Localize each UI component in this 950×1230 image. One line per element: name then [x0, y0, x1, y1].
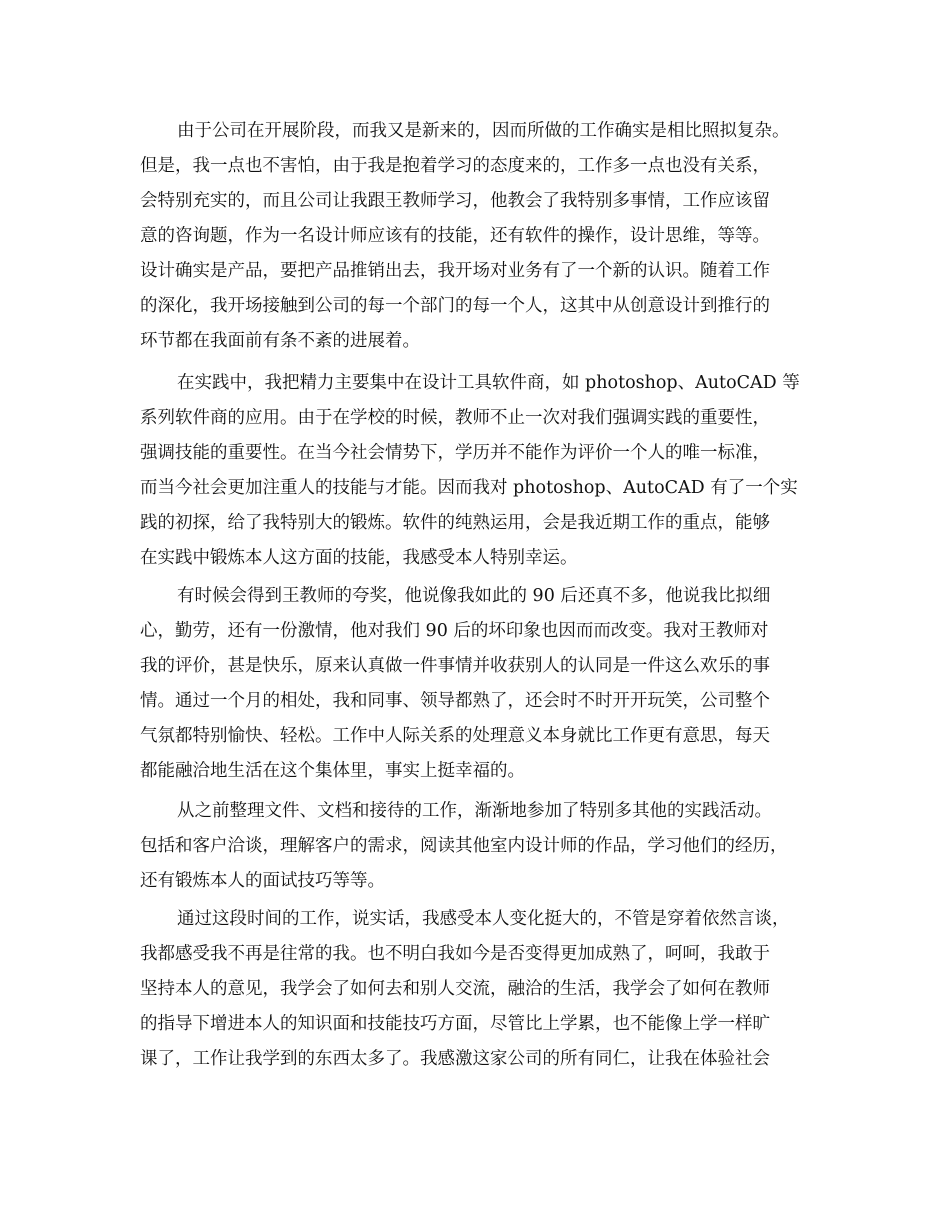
text-line: 心，勤劳，还有一份激情，他对我们 90 后的坏印象也因而而改变。我对王教师对 [140, 621, 769, 641]
text-line: 我都感受我不再是往常的我。也不明白我如今是否变得更加成熟了，呵呵，我敢于 [140, 944, 770, 964]
text-line: 还有锻炼本人的面试技巧等等。 [140, 871, 385, 891]
text-line: 通过这段时间的工作，说实话，我感受本人变化挺大的，不管是穿着依然言谈， [177, 909, 790, 929]
text-line: 有时候会得到王教师的夸奖，他说像我如此的 90 后还真不多，他说我比拟细 [177, 586, 771, 606]
text-line: 从之前整理文件、文档和接待的工作，渐渐地参加了特别多其他的实践活动。 [177, 801, 772, 821]
text-line: 坚持本人的意见，我学会了如何去和别人交流，融洽的生活，我学会了如何在教师 [140, 979, 770, 999]
text-line: 意的咨询题，作为一名设计师应该有的技能，还有软件的操作，设计思维，等等。 [140, 226, 770, 246]
text-line: 的深化，我开场接触到公司的每一个部门的每一个人，这其中从创意设计到推行的 [140, 296, 770, 316]
text-line: 践的初探，给了我特别大的锻炼。软件的纯熟运用，会是我近期工作的重点，能够 [140, 513, 770, 533]
text-line: 会特别充实的，而且公司让我跟王教师学习，他教会了我特别多事情，工作应该留 [140, 191, 770, 211]
text-line: 设计确实是产品，要把产品推销出去，我开场对业务有了一个新的认识。随着工作 [140, 261, 770, 281]
text-line: 课了，工作让我学到的东西太多了。我感激这家公司的所有同仁，让我在体验社会 [140, 1049, 770, 1069]
text-line: 在实践中，我把精力主要集中在设计工具软件商，如 photoshop、AutoCAD 等 [177, 373, 800, 393]
text-line: 系列软件商的应用。由于在学校的时候，教师不止一次对我们强调实践的重要性， [140, 408, 770, 428]
text-line: 而当今社会更加注重人的技能与才能。因而我对 photoshop、AutoCAD 有了一个实 [140, 478, 798, 498]
text-line: 包括和客户洽谈，理解客户的需求，阅读其他室内设计师的作品，学习他们的经历， [140, 836, 788, 856]
text-line: 气氛都特别愉快、轻松。工作中人际关系的处理意义本身就比工作更有意思，每天 [140, 726, 770, 746]
text-line: 都能融洽地生活在这个集体里，事实上挺幸福的。 [140, 761, 525, 781]
text-line: 情。通过一个月的相处，我和同事、领导都熟了，还会时不时开开玩笑，公司整个 [140, 691, 770, 711]
text-line: 的指导下增进本人的知识面和技能技巧方面，尽管比上学累，也不能像上学一样旷 [140, 1014, 770, 1034]
text-line: 在实践中锻炼本人这方面的技能，我感受本人特别幸运。 [140, 548, 578, 568]
text-line: 环节都在我面前有条不紊的进展着。 [140, 331, 420, 351]
text-line: 我的评价，甚是快乐，原来认真做一件事情并收获别人的认同是一件这么欢乐的事 [140, 656, 770, 676]
text-line: 强调技能的重要性。在当今社会情势下，学历并不能作为评价一个人的唯一标准， [140, 443, 770, 463]
text-line: 由于公司在开展阶段，而我又是新来的，因而所做的工作确实是相比照拟复杂。 [177, 121, 790, 141]
text-line: 但是，我一点也不害怕，由于我是抱着学习的态度来的，工作多一点也没有关系， [140, 156, 770, 176]
